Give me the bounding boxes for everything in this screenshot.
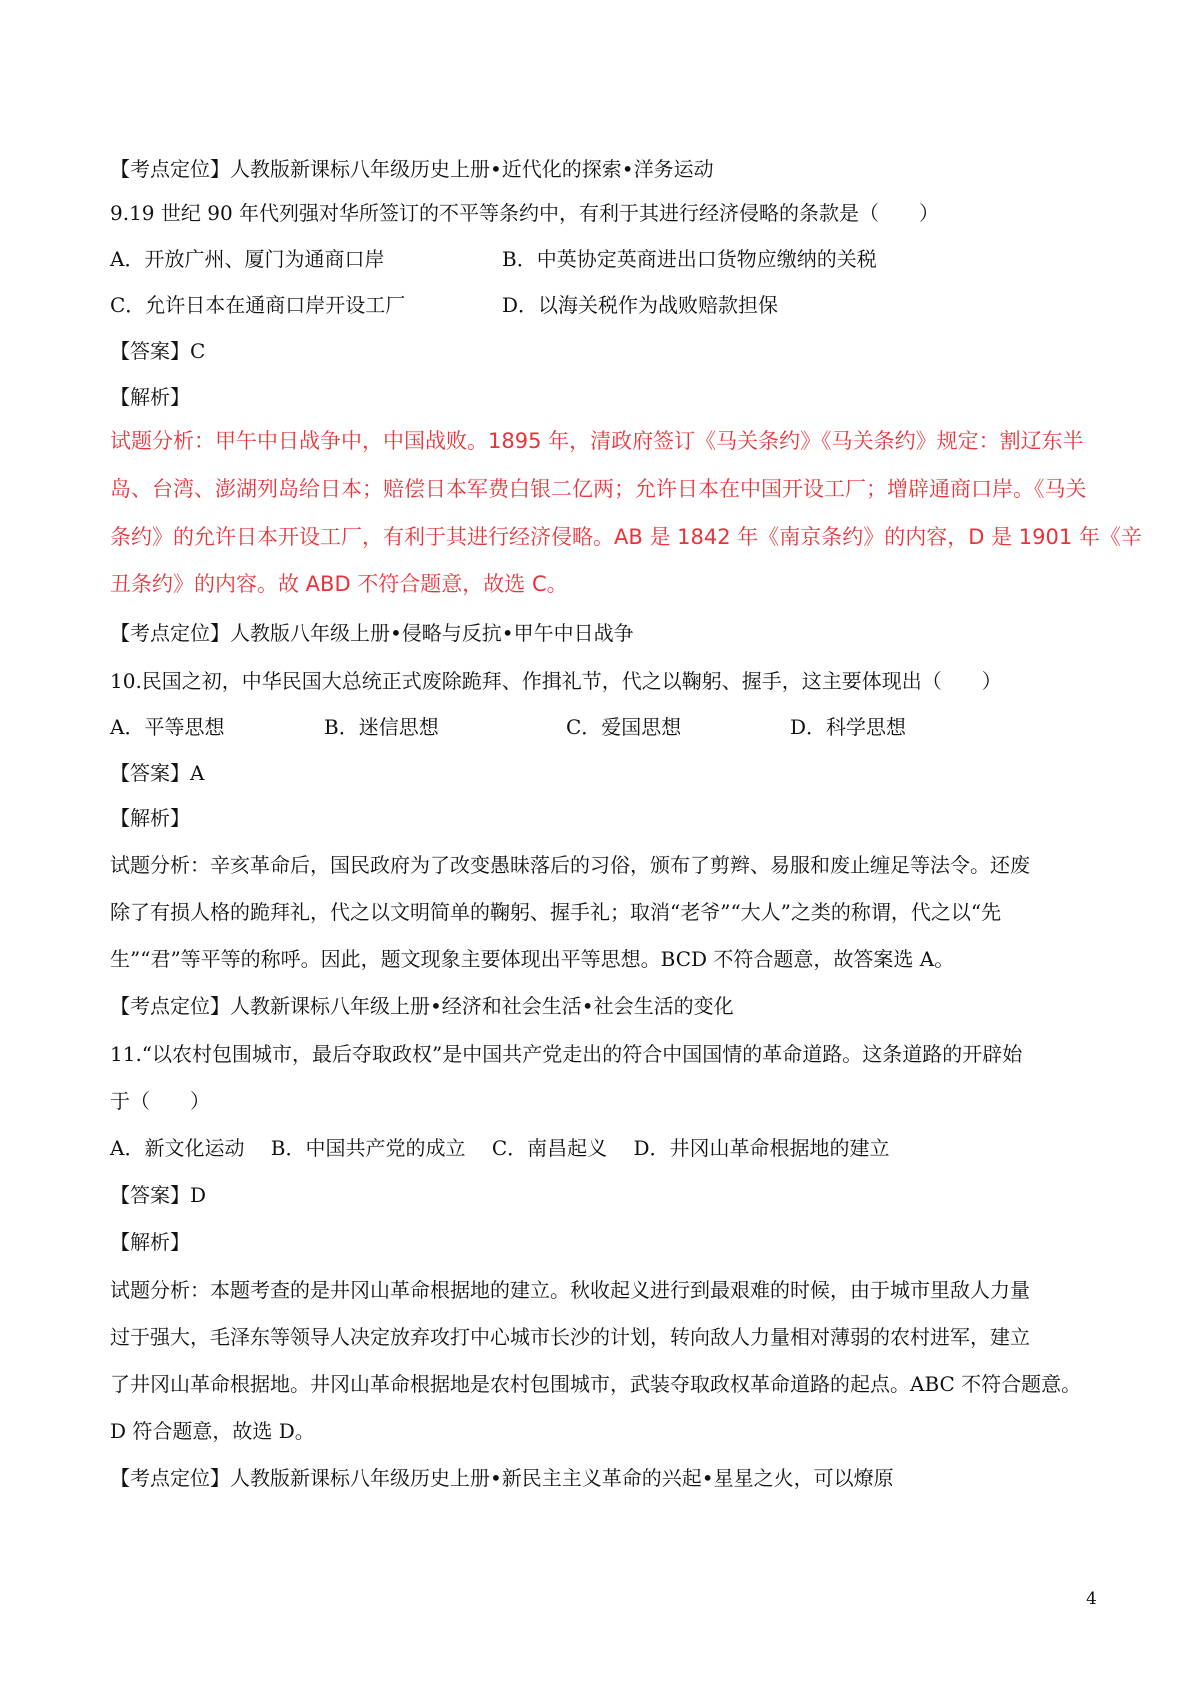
question-9: 9.19 世纪 90 年代列强对华所签订的不平等条约中，有利于其进行经济侵略的条款是（ ） [110, 201, 940, 225]
q10-answer: 【答案】A [110, 761, 205, 785]
q11-analysis-line2: 过于强大，毛泽东等领导人决定放弃攻打中心城市长沙的计划，转向敌人力量相对薄弱的农村进军，建立 [110, 1325, 1030, 1349]
q11-analysis-heading: 【解析】 [110, 1230, 190, 1254]
q10-option-c: C．爱国思想 [566, 715, 682, 739]
q9-analysis-heading: 【解析】 [110, 385, 190, 409]
q11-answer: 【答案】D [110, 1183, 207, 1207]
q10-option-a: A．平等思想 [110, 715, 225, 739]
q10-option-d: D．科学思想 [790, 715, 907, 739]
q10-analysis-line3: 生”“君”等平等的称呼。因此，题文现象主要体现出平等思想。BCD 不符合题意，故答案选 A。 [110, 947, 955, 971]
q11-options: A．新文化运动 B．中国共产党的成立 C．南昌起义 D．井冈山革命根据地的建立 [110, 1136, 890, 1160]
kaodian-10: 【考点定位】人教新课标八年级上册•经济和社会生活•社会生活的变化 [110, 994, 734, 1018]
kaodian-11: 【考点定位】人教版新课标八年级历史上册•新民主主义革命的兴起•星星之火，可以燎原 [110, 1466, 894, 1490]
q9-option-b: B．中英协定英商进出口货物应缴纳的关税 [502, 247, 877, 271]
q9-option-a: A．开放广州、厦门为通商口岸 [110, 247, 385, 271]
q9-analysis-line3: 条约》的允许日本开设工厂，有利于其进行经济侵略。AB 是 1842 年《南京条约》的内容，D 是 1901 年《辛 [110, 525, 1142, 549]
q9-analysis-line2: 岛、台湾、澎湖列岛给日本；赔偿日本军费白银二亿两；允许日本在中国开设工厂；增辟通商口岸。《马关 [110, 477, 1087, 501]
question-10: 10.民国之初，中华民国大总统正式废除跪拜、作揖礼节，代之以鞠躬、握手，这主要体现出（ ） [110, 669, 1002, 693]
q9-answer: 【答案】C [110, 339, 206, 363]
page-number: 4 [1086, 1589, 1097, 1609]
q9-option-d: D．以海关税作为战败赔款担保 [502, 293, 779, 317]
q9-option-c: C．允许日本在通商口岸开设工厂 [110, 293, 406, 317]
question-11-line1: 11.“以农村包围城市，最后夺取政权”是中国共产党走出的符合中国国情的革命道路。这条道路的开辟始 [110, 1042, 1023, 1066]
q11-analysis-line4: D 符合题意，故选 D。 [110, 1419, 315, 1443]
kaodian-9: 【考点定位】人教版八年级上册•侵略与反抗•甲午中日战争 [110, 621, 634, 645]
q10-analysis-heading: 【解析】 [110, 806, 190, 830]
kaodian-1: 【考点定位】人教版新课标八年级历史上册•近代化的探索•洋务运动 [110, 157, 714, 181]
q9-analysis-line4: 丑条约》的内容。故 ABD 不符合题意，故选 C。 [110, 572, 568, 596]
question-11-line2: 于（ ） [110, 1089, 210, 1113]
q10-analysis-line2: 除了有损人格的跪拜礼，代之以文明简单的鞠躬、握手礼；取消“老爷”“大人”之类的称谓，代之以“先 [110, 900, 1002, 924]
q9-analysis-line1: 试题分析：甲午中日战争中，中国战败。1895 年，清政府签订《马关条约》《马关条约》规定：割辽东半 [110, 429, 1084, 453]
q11-analysis-line3: 了井冈山革命根据地。井冈山革命根据地是农村包围城市，武装夺取政权革命道路的起点。ABC 不符合题意。 [110, 1372, 1082, 1396]
q11-analysis-line1: 试题分析：本题考查的是井冈山革命根据地的建立。秋收起义进行到最艰难的时候，由于城市里敌人力量 [110, 1278, 1030, 1302]
q10-analysis-line1: 试题分析：辛亥革命后，国民政府为了改变愚昧落后的习俗，颁布了剪辫、易服和废止缠足等法令。还废 [110, 853, 1030, 877]
q10-option-b: B．迷信思想 [324, 715, 439, 739]
